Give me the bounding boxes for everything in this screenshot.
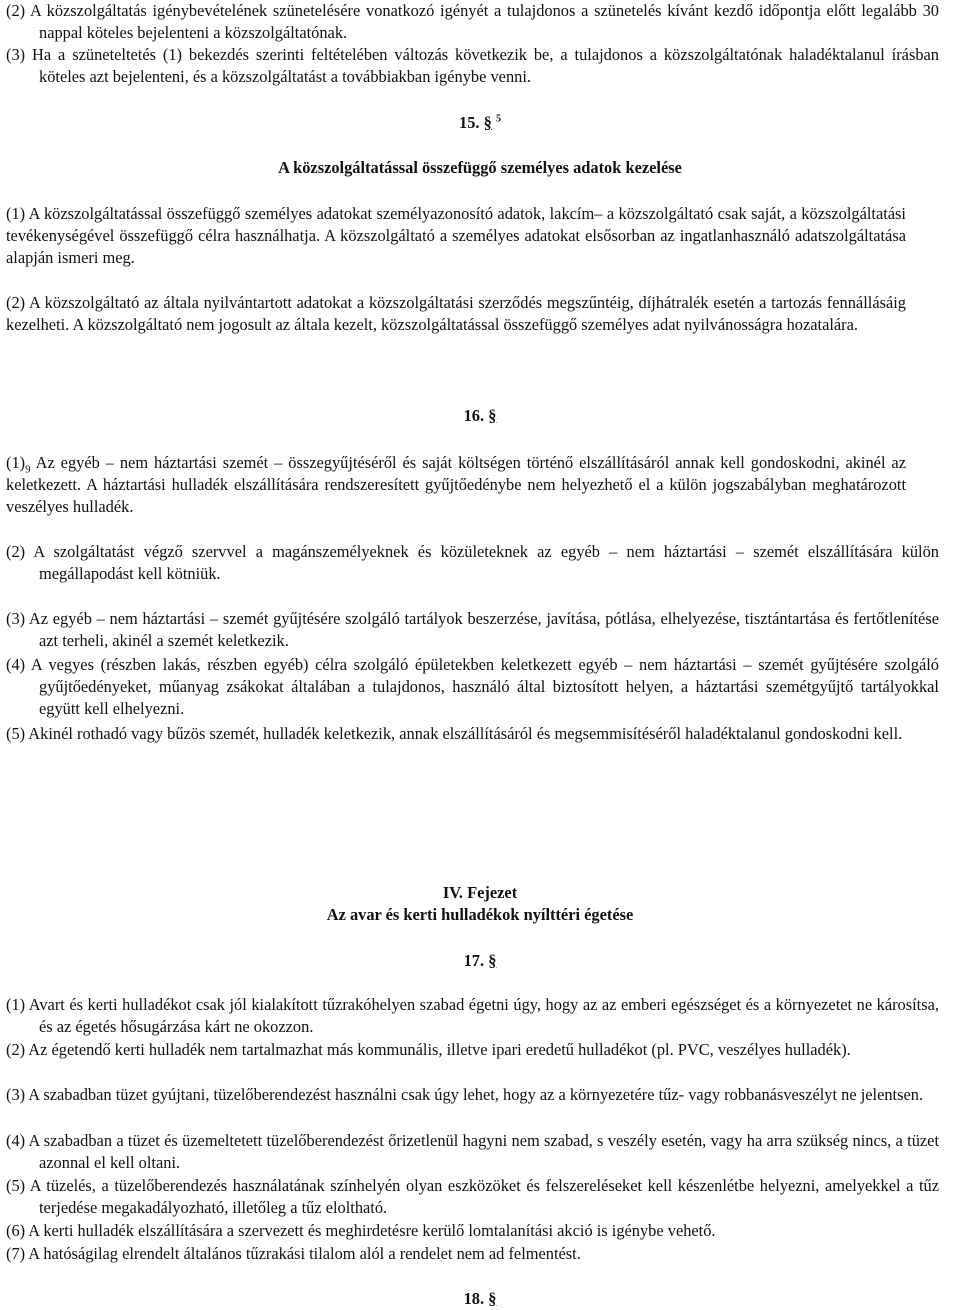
paragraph-number: (1) — [6, 453, 26, 472]
section-16-paragraph-4: (4) A vegyes (részben lakás, részben egyéb) célra szolgáló épületekben keletkezett egyéb – nem háztartási – szemét gyűjtésére szolgáló gyűjtőedényeket, műanyag zsákokat általában a tulajdonos, használó által biztosított helyen, a háztartási szemétgyűjtő tartályokkal együtt kell elhelyezni. — [6, 655, 939, 718]
chapter-title: Az avar és kerti hulladékok nyílttéri égetése — [326, 905, 634, 924]
section-symbol: § — [488, 406, 497, 425]
section-17-paragraph-6: (6) A kerti hulladék elszállítására a szervezett és meghirdetésre kerülő lomtalanítási akció is igénybe vehető. — [6, 1221, 716, 1240]
section-number: 17. — [463, 951, 485, 970]
section-17-paragraph-4: (4) A szabadban a tüzet és üzemeltetett tüzelőberendezést őrizetlenül hagyni nem szabad, s veszély esetén, vagy ha arra szükség nincs, a tüzet azonnal el kell oltani. — [6, 1131, 939, 1172]
section-number: 15. — [459, 113, 480, 132]
section-17-heading — [0, 950, 960, 972]
section-16-paragraph-2: (2) A szolgáltatást végző szervvel a magánszemélyeknek és közületeknek az egyéb – nem háztartási – szemét elszállítására külön megállapodást kell kötniük. — [6, 542, 939, 583]
paragraph-prev-3: (3) Ha a szüneteltetés (1) bekezdés szerinti feltételében változás következik be, a tulajdonos a közszolgáltatónak haladéktalanul írásban köteles azt bejelenteni, és a közszolgáltatást a továbbiakban igénybe venni. — [6, 45, 939, 86]
footnote-ref: 5 — [495, 113, 501, 125]
section-15-heading — [0, 112, 960, 134]
section-16-paragraph-3: (3) Az egyéb – nem háztartási – szemét gyűjtésére szolgáló tartályok beszerzése, javítása, pótlása, elhelyezése, tisztántartása és fertőtlenítése azt terheli, akinél a szemét keletkezik. — [6, 609, 939, 650]
footnote-ref: 9 — [25, 463, 31, 476]
section-15-paragraph-1: (1) A közszolgáltatással összefüggő személyes adatokat személyazonosító adatok, lakcím– a közszolgáltató csak saját, a közszolgáltatási tevékenységével összefüggő célra használhatja. A közszolgáltató a személyes adatokat elsősorban az ingatlanhasználó adatszolgáltatása alapján ismeri meg. — [6, 204, 906, 267]
section-15-title: A közszolgáltatással összefüggő személyes adatok kezelése — [278, 158, 682, 177]
section-16-paragraph-5: (5) Akinél rothadó vagy bűzös szemét, hulladék keletkezik, annak elszállításáról és megsemmisítéséről haladéktalanul gondoskodni kell. — [6, 724, 903, 743]
section-18-heading — [0, 1288, 960, 1310]
section-16-paragraph-1 — [6, 452, 906, 518]
paragraph-prev-2: (2) A közszolgáltatás igénybevételének szünetelésére vonatkozó igényét a tulajdonos a szünetelés kívánt kezdő időpontja előtt legalább 30 nappal köteles bejelenteni a közszolgáltatónak. — [6, 1, 939, 42]
section-symbol: § — [483, 113, 492, 132]
section-symbol: § — [488, 951, 497, 970]
section-17-paragraph-1: (1) Avart és kerti hulladékot csak jól kialakított tűzrakóhelyen szabad égetni úgy, hogy az az emberi egészséget és a környezetet ne károsítsa, és az égetés hősugárzása kárt ne okozzon. — [6, 995, 939, 1036]
section-15-paragraph-2: (2) A közszolgáltató az általa nyilvántartott adatokat a közszolgáltatási szerződés megszűntéig, díjhátralék esetén a tartozás fennállásáig kezelheti. A közszolgáltató nem jogosult az általa kezelt, közszolgáltatással összefüggő személyes adat nyilvánosságra hozatalára. — [6, 293, 906, 334]
section-number: 18. — [463, 1289, 485, 1308]
paragraph-text: Az egyéb – nem háztartási szemét – összegyűjtéséről és saját költségen történő elszállításáról annak kell gondoskodni, akinél az keletkezett. A háztartási hulladék elszállítására rendszeresített gyűjtőedénybe nem helyezhető el a külön jogszabályban meghatározott veszélyes hulladék. — [6, 453, 906, 516]
section-17-paragraph-2: (2) Az égetendő kerti hulladék nem tartalmazhat más kommunális, illetve ipari eredetű hulladékot (pl. PVC, veszélyes hulladék). — [6, 1040, 851, 1059]
section-symbol: § — [488, 1289, 497, 1308]
section-16-heading — [0, 405, 960, 427]
section-17-paragraph-5: (5) A tüzelés, a tüzelőberendezés használatának színhelyén olyan eszközöket és felszereléseket kell készenlétbe helyezni, amelyekkel a tűz terjedése megakadályozható, illetőleg a tűz eloltható. — [6, 1176, 939, 1217]
section-17-paragraph-3: (3) A szabadban tüzet gyújtani, tüzelőberendezést használni csak úgy lehet, hogy az a környezetére tűz- vagy robbanásveszélyt ne jelentsen. — [6, 1085, 924, 1104]
section-number: 16. — [463, 406, 485, 425]
chapter-number: IV. Fejezet — [442, 883, 518, 902]
section-17-paragraph-7: (7) A hatóságilag elrendelt általános tűzrakási tilalom alól a rendelet nem ad felmentést. — [6, 1244, 581, 1263]
